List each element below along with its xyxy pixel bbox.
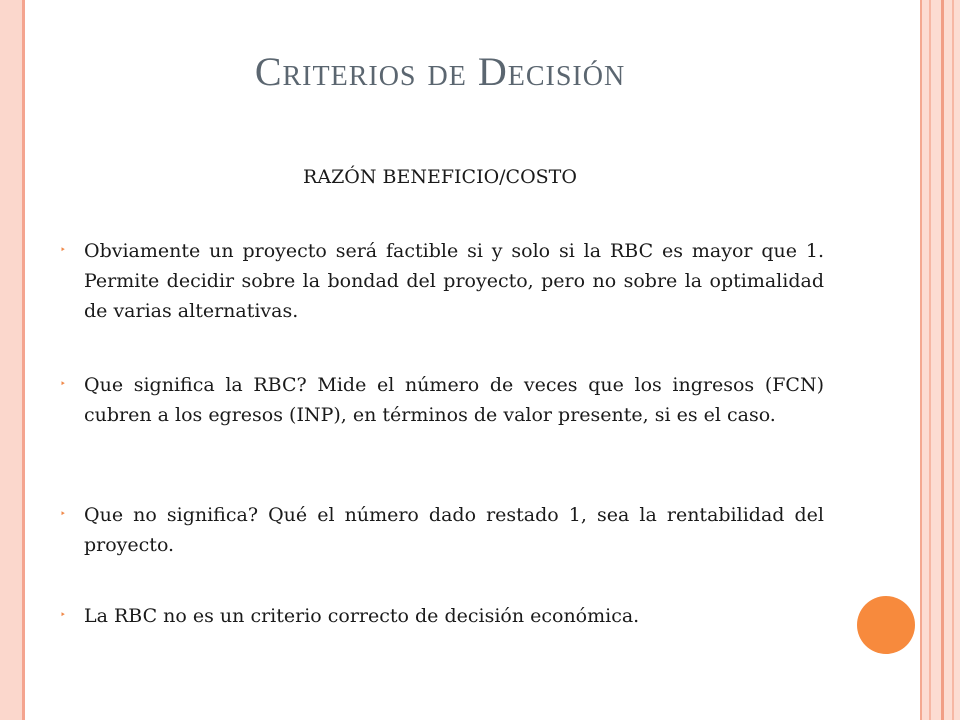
bullet-text: Que no significa? Qué el número dado restado 1, sea la rentabilidad del proyecto. [84,504,824,556]
right-frame-stripe [929,0,931,720]
bullet-marker-icon: ‣ [60,509,66,520]
bullet-item [60,236,824,326]
bullet-marker-icon: ‣ [60,610,66,621]
bullet-item [60,500,824,560]
right-frame-stripe [941,0,944,720]
bullet-text: Que significa la RBC? Mide el número de veces que los ingresos (FCN) cubren a los egresos (INP), en términos de valor presente, si es el caso. [84,374,824,426]
left-frame-band [0,0,22,720]
slide-title: Criterios de Decisión [254,49,626,94]
right-frame-band [920,0,960,720]
bullet-text: Obviamente un proyecto será factible si y solo si la RBC es mayor que 1. Permite decidir sobre la bondad del proyecto, pero no sobre la optimalidad de varias alternativas. [84,240,824,322]
bullet-marker-icon: ‣ [60,245,66,256]
slide-subtitle: RAZÓN BENEFICIO/COSTO [303,166,577,188]
decorative-orange-circle [857,596,915,654]
bullet-text: La RBC no es un criterio correcto de decisión económica. [84,605,640,627]
bullet-item [60,370,824,430]
right-frame-stripe [920,0,922,720]
bullet-item [60,601,824,631]
right-frame-stripe [952,0,954,720]
left-frame-line [22,0,25,720]
bullet-marker-icon: ‣ [60,379,66,390]
